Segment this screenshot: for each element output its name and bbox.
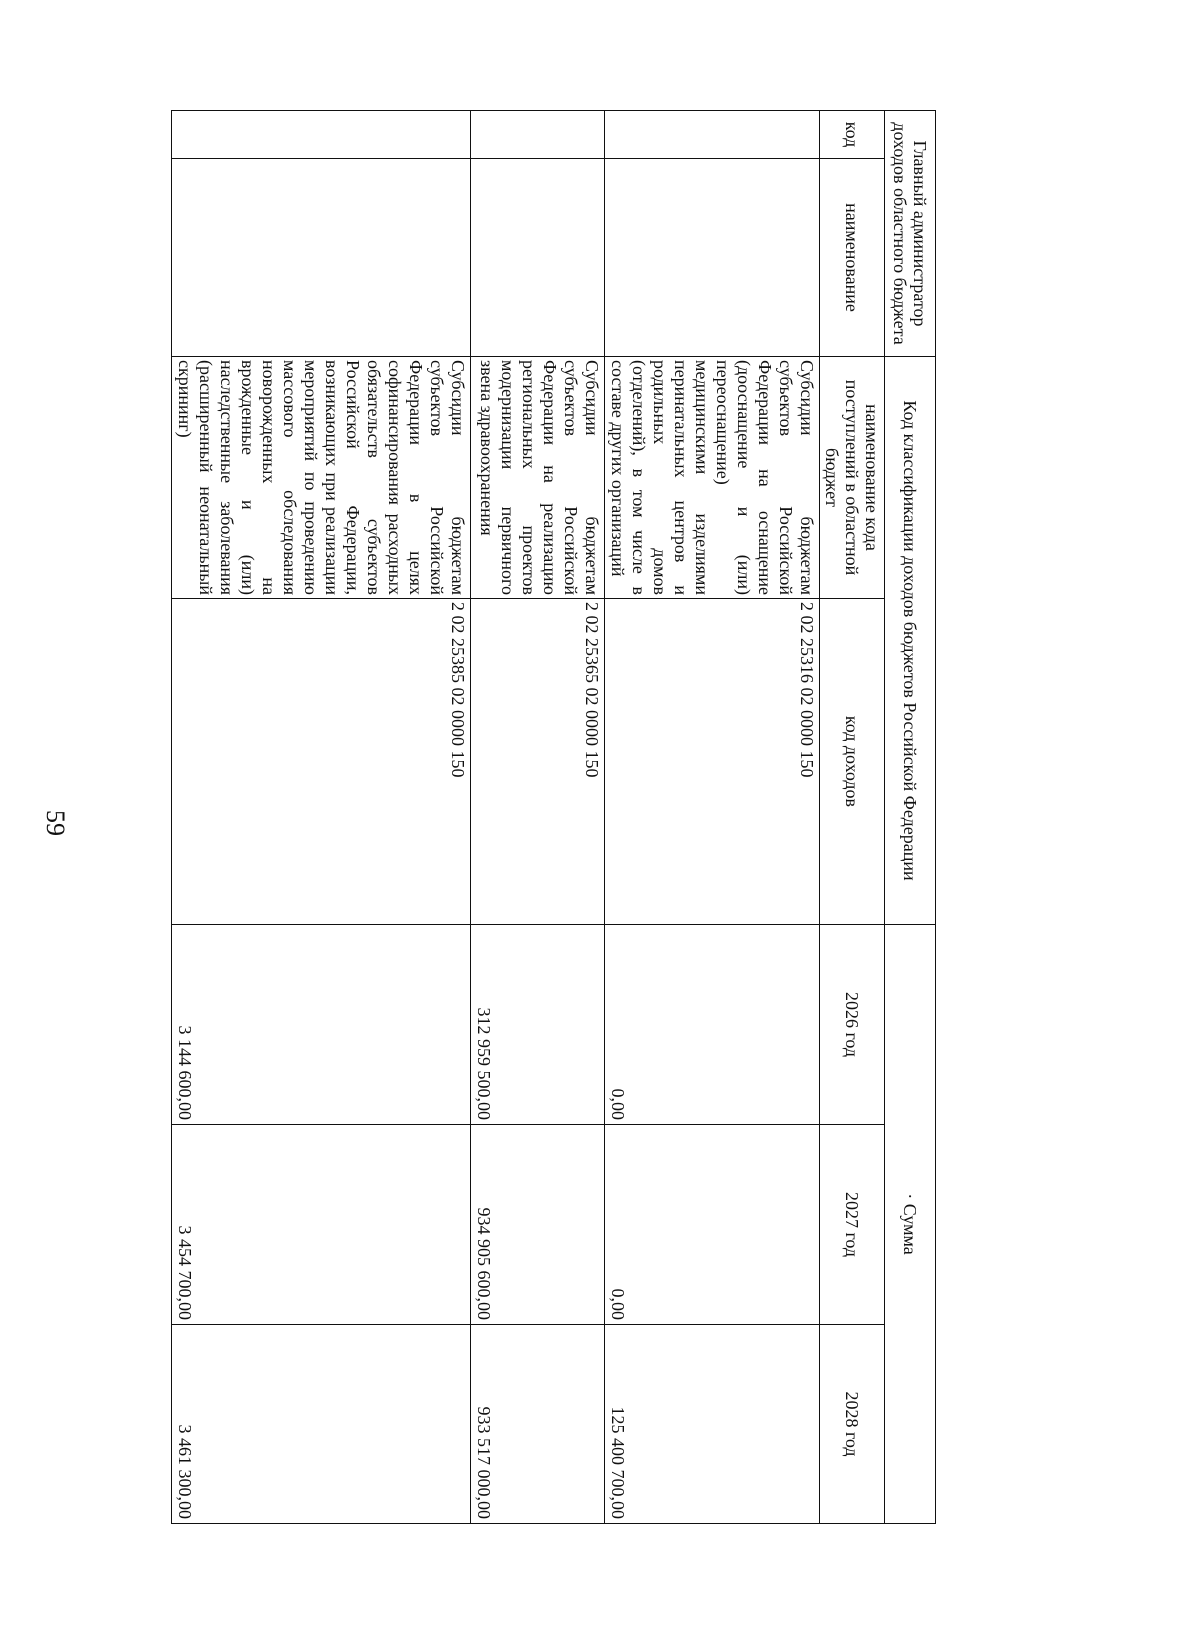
table-row bbox=[605, 111, 820, 1524]
admin-name-header: наименование bbox=[820, 159, 885, 357]
row-description: Субсидии бюджетам субъектов Российской Федерации на оснащение (дооснащение и (или) переоснащение) медицинскими изделиями перинатальных центров и родильных домов (отделений), в том числе в составе других организаций bbox=[605, 357, 820, 599]
row-sum-2028: 3 461 300,00 bbox=[172, 1325, 471, 1524]
row-admin-name bbox=[471, 159, 605, 357]
row-sum-2028: 933 517 000,00 bbox=[471, 1325, 605, 1524]
admin-code-header: код bbox=[820, 111, 885, 159]
rotated-table-wrapper bbox=[175, 110, 936, 1523]
row-income-code: 2 02 25385 02 0000 150 bbox=[172, 599, 471, 925]
row-admin-code bbox=[172, 111, 471, 159]
sum-group-header: · Сумма bbox=[885, 925, 936, 1524]
class-code-header: код доходов bbox=[820, 599, 885, 925]
row-sum-2027: 0,00 bbox=[605, 1125, 820, 1325]
budget-table bbox=[171, 110, 936, 1524]
page-number: 59 bbox=[41, 810, 70, 836]
row-description: Субсидии бюджетам субъектов Российской Федерации на реализацию региональных проектов модернизации первичного звена здравоохранения bbox=[471, 357, 605, 599]
year-2028-header: 2028 год bbox=[820, 1325, 885, 1524]
year-2026-header: 2026 год bbox=[820, 925, 885, 1125]
row-sum-2026: 3 144 600,00 bbox=[172, 925, 471, 1125]
table-row bbox=[172, 111, 471, 1524]
class-name-header: наименование кода поступлений в областной бюджет bbox=[820, 357, 885, 599]
row-sum-2028: 125 400 700,00 bbox=[605, 1325, 820, 1524]
row-sum-2026: 0,00 bbox=[605, 925, 820, 1125]
row-admin-code bbox=[471, 111, 605, 159]
row-sum-2027: 3 454 700,00 bbox=[172, 1125, 471, 1325]
row-admin-name bbox=[172, 159, 471, 357]
row-admin-code bbox=[605, 111, 820, 159]
row-admin-name bbox=[605, 159, 820, 357]
admin-group-header: Главный администратор доходов областного бюджета bbox=[885, 111, 936, 357]
row-income-code: 2 02 25316 02 0000 150 bbox=[605, 599, 820, 925]
row-description: Субсидии бюджетам субъектов Российской Федерации в целях софинансирования расходных обязательств субъектов Российской Федерации, возникающих при реализации мероприятий по проведению массового обследования новорожденных на врожденные и (или) наследственные заболевания (расширенный неонатальный скрининг) bbox=[172, 357, 471, 599]
row-sum-2027: 934 905 600,00 bbox=[471, 1125, 605, 1325]
row-income-code: 2 02 25365 02 0000 150 bbox=[471, 599, 605, 925]
row-sum-2026: 312 959 500,00 bbox=[471, 925, 605, 1125]
year-2027-header: 2027 год bbox=[820, 1125, 885, 1325]
classification-group-header: Код классификации доходов бюджетов Российской Федерации bbox=[885, 357, 936, 925]
table-row bbox=[471, 111, 605, 1524]
